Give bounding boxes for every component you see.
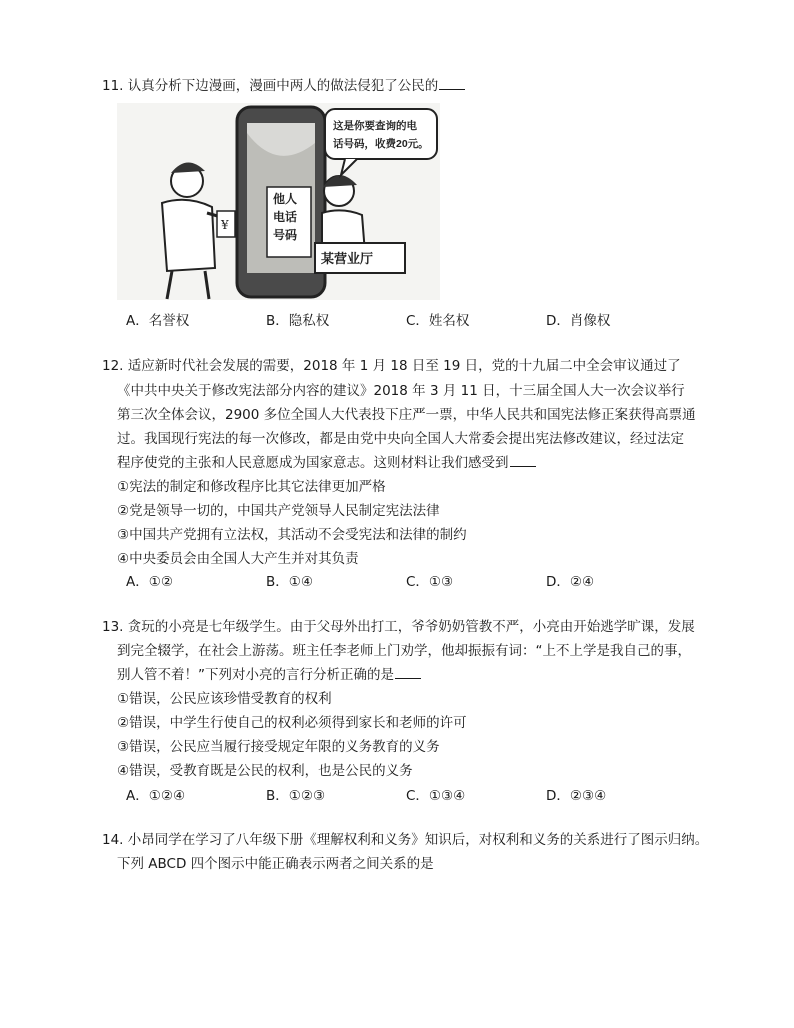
q12-item-1: ①宪法的制定和修改程序比其它法律更加严格 <box>117 479 386 495</box>
q12-line-5 <box>117 453 536 473</box>
paper-line-2: 电话 <box>273 210 298 224</box>
q12-option-d[interactable]: D．②④ <box>546 574 595 590</box>
q11-stem <box>102 76 465 96</box>
q13-line-3-text: 别人管不着！”下列对小亮的言行分析正确的是 <box>117 667 394 683</box>
q12-line-4: 过。我国现行宪法的每一次修改，都是由党中央向全国人大常委会提出宪法修改建议，经过法定 <box>117 431 684 447</box>
q13-item-1: ①错误，公民应该珍惜受教育的权利 <box>117 691 332 707</box>
q11-text: 11. 认真分析下边漫画，漫画中两人的做法侵犯了公民的 <box>102 78 439 94</box>
q13-option-c[interactable]: C．①③④ <box>406 788 466 804</box>
q11-option-b[interactable]: B．隐私权 <box>266 313 330 329</box>
q12-option-a[interactable]: A．①② <box>126 574 173 590</box>
q13-option-b[interactable]: B．①②③ <box>266 788 326 804</box>
q12-line-2: 《中共中央关于修改宪法部分内容的建议》2018 年 3 月 11 日，十三届全国人大一次会议举行 <box>117 383 685 399</box>
q12-line-3: 第三次全体会议，2900 多位全国人大代表投下庄严一票，中华人民共和国宪法修正案获得高票通 <box>117 407 696 423</box>
q12-item-4: ④中央委员会由全国人大产生并对其负责 <box>117 551 359 567</box>
speech-line-2: 话号码，收费20元。 <box>333 138 429 150</box>
q13-item-2: ②错误，中学生行使自己的权利必须得到家长和老师的许可 <box>117 715 467 731</box>
q13-line-2: 到完全辍学，在社会上游荡。班主任李老师上门劝学，他却振振有词：“上不上学是我自己的事， <box>117 643 691 659</box>
q13-line-3 <box>117 665 421 685</box>
speech-line-1: 这是你要查询的电 <box>333 120 417 132</box>
q13-option-d[interactable]: D．②③④ <box>546 788 607 804</box>
q12-line-1: 12. 适应新时代社会发展的需要，2018 年 1 月 18 日至 19 日，党的十九届二中全会审议通过了 <box>102 358 681 374</box>
answer-blank <box>510 453 536 467</box>
q11-option-a[interactable]: A．名誉权 <box>126 313 190 329</box>
q12-item-3: ③中国共产党拥有立法权，其活动不会受宪法和法律的制约 <box>117 527 467 543</box>
paper-line-1: 他人 <box>273 192 298 206</box>
q11-option-d[interactable]: D．肖像权 <box>546 313 611 329</box>
q11-option-c[interactable]: C．姓名权 <box>406 313 470 329</box>
q14-line-2: 下列 ABCD 四个图示中能正确表示两者之间关系的是 <box>117 856 434 872</box>
q12-option-b[interactable]: B．①④ <box>266 574 313 590</box>
q13-option-a[interactable]: A．①②④ <box>126 788 186 804</box>
money-symbol: ¥ <box>221 218 229 232</box>
q13-item-4: ④错误，受教育既是公民的权利，也是公民的义务 <box>117 763 413 779</box>
paper-line-3: 号码 <box>273 228 298 242</box>
q13-line-1: 13. 贪玩的小亮是七年级学生。由于父母外出打工，爷爷奶奶管教不严，小亮由开始逃学旷课，发展 <box>102 619 695 635</box>
q12-option-c[interactable]: C．①③ <box>406 574 454 590</box>
q14-line-1: 14. 小昂同学在学习了八年级下册《理解权利和义务》知识后，对权利和义务的关系进行了图示归纳。 <box>102 832 709 848</box>
cartoon-image <box>117 103 440 300</box>
q13-item-3: ③错误，公民应当履行接受规定年限的义务教育的义务 <box>117 739 440 755</box>
counter-sign: 某营业厅 <box>321 251 374 266</box>
answer-blank <box>395 665 421 679</box>
q12-item-2: ②党是领导一切的，中国共产党领导人民制定宪法法律 <box>117 503 440 519</box>
answer-blank <box>439 76 465 90</box>
q12-line-5-text: 程序使党的主张和人民意愿成为国家意志。这则材料让我们感受到 <box>117 455 509 471</box>
